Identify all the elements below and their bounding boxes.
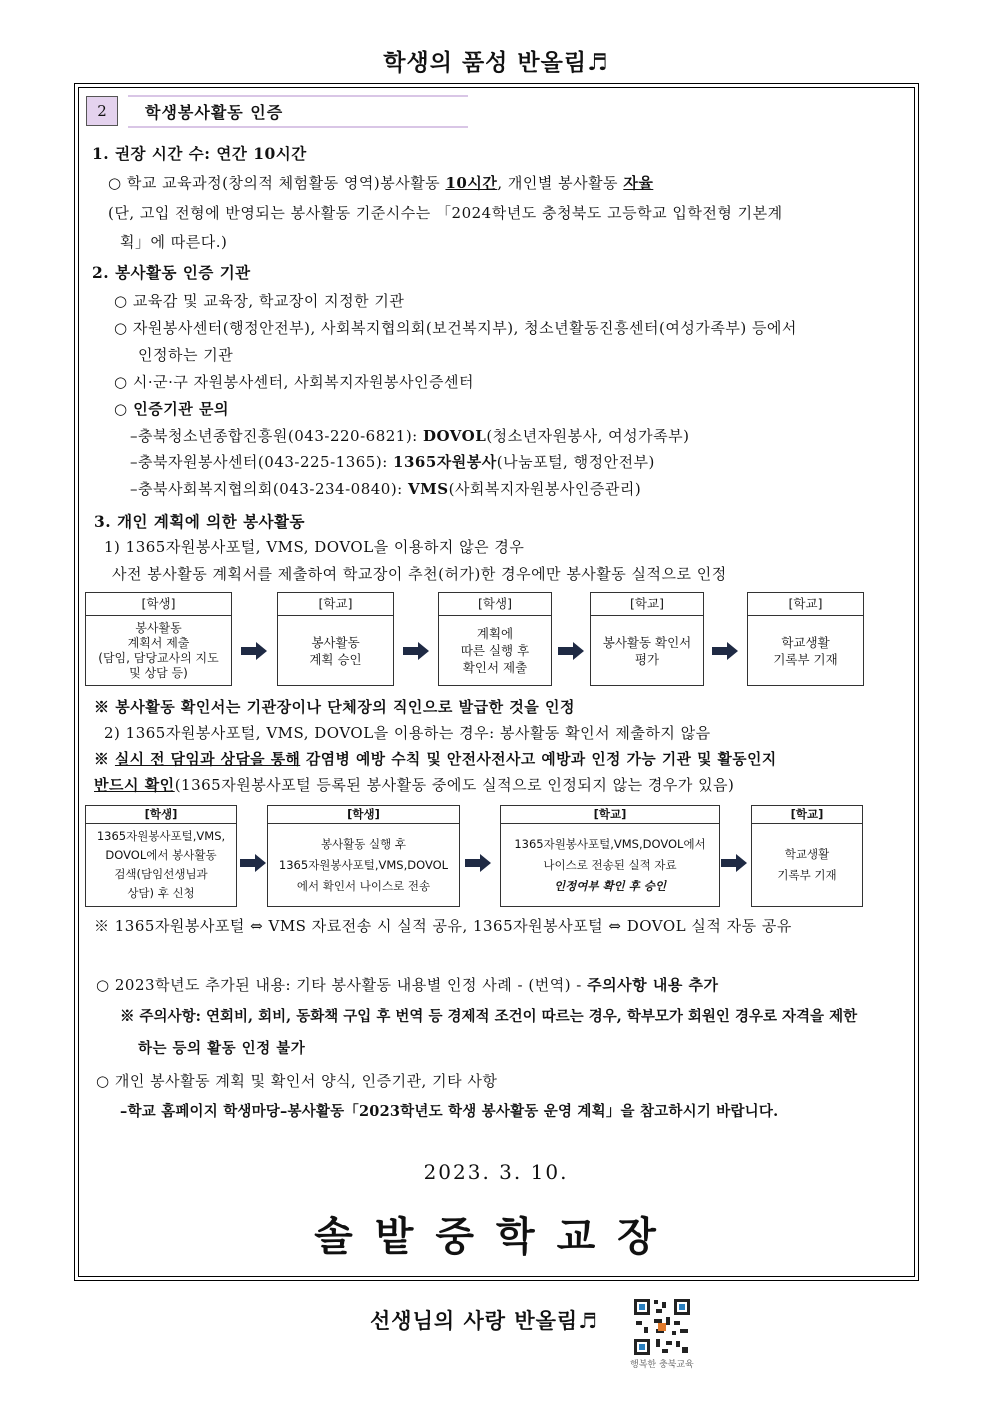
- flow1-step-3-line: 따른 실행 후: [460, 643, 530, 658]
- flow2-step-1-line: DOVOL에서 봉사활동: [105, 848, 217, 862]
- flow1-arrow-icon: [712, 642, 738, 660]
- flow1-step-2-line: 봉사활동: [311, 634, 360, 650]
- s4-line1: [96, 974, 719, 995]
- flow1-arrow-icon: [558, 642, 584, 660]
- s1-line1-c: , 개인별 봉사활동: [497, 174, 624, 192]
- s2-contact2-a: –충북자원봉사센터(043-225-1365):: [130, 453, 394, 471]
- flow2-arrow-icon: [721, 854, 747, 872]
- s2-contact1-a: –충북청소년종합진흥원(043-220-6821):: [130, 427, 423, 445]
- flow2-step-2: [267, 805, 460, 907]
- s4-line3: –학교 홈페이지 학생마당–봉사활동「2023학년도 학생 봉사활동 운영 계획」을 참고하시기 바랍니다.: [120, 1103, 779, 1120]
- s2-contact3: [130, 478, 641, 499]
- flow1-step-3-head: [학생]: [439, 593, 551, 616]
- s2-contact2: [130, 451, 655, 472]
- footer-text: 선생님의 사랑 반올림♬: [370, 1308, 599, 1333]
- section-number: 2: [86, 96, 118, 126]
- principal-signature: 솔밭중학교장: [314, 1213, 678, 1260]
- flow1-step-4-line: 평가: [634, 651, 660, 667]
- s3-sub2: 2) 1365자원봉사포털, VMS, DOVOL을 이용하는 경우: 봉사활동 확인서 제출하지 않음: [104, 724, 711, 742]
- s4-line2: ○ 개인 봉사활동 계획 및 확인서 양식, 인증기관, 기타 사항: [96, 1072, 498, 1090]
- s3-note2-a: ※: [94, 751, 115, 768]
- flow1-step-5-line: 기록부 기재: [773, 651, 838, 667]
- flow1-step-2-head: [학교]: [278, 593, 393, 616]
- s1-line2: (단, 고입 전형에 반영되는 봉사활동 기준시수는 「2024학년도 충청북도 고등학교 입학전형 기본계: [108, 204, 783, 222]
- s4-line1-b: 주의사항 내용 추가: [587, 976, 719, 994]
- page-header-title: 학생의 품성 반올림♬: [383, 49, 609, 76]
- s1-line1-a: ○ 학교 교육과정(창의적 체험활동 영역)봉사활동: [108, 174, 446, 192]
- flow2-step-2-line: 1365자원봉사포털,VMS,DOVOL: [278, 857, 449, 872]
- flow2-step-1-line: 상담) 후 신청: [127, 886, 195, 900]
- flow1-arrow-icon: [403, 642, 429, 660]
- flow1-step-1-line: 및 상담 등): [129, 665, 188, 680]
- flow1-step-4-head: [학교]: [591, 593, 703, 616]
- s3-sub1-desc: 사전 봉사활동 계획서를 제출하여 학교장이 추천(허가)한 경우에만 봉사활동 실적으로 인정: [112, 565, 727, 583]
- s3-note2-b: 실시 전 담임과 상담을 통해: [114, 751, 301, 768]
- flow1-step-5: [747, 592, 864, 686]
- flow1-step-2-line: 계획 승인: [309, 651, 362, 667]
- flow1-step-1-line: 계획서 제출: [127, 635, 190, 650]
- flow2-step-1-head: [학생]: [86, 806, 236, 824]
- s2-contact1: [130, 425, 689, 446]
- s1-line1-b: 10시간: [445, 174, 498, 192]
- s3-note2-e: (1365자원봉사포털 등록된 봉사활동 중에도 실적으로 인정되지 않는 경우가 있음): [174, 776, 735, 794]
- flow2-step-4-line: 학교생활: [784, 847, 830, 861]
- flow2-step-2-line: 봉사활동 실행 후: [320, 836, 407, 851]
- qr-label: 행복한 충북교육: [630, 1360, 694, 1370]
- flow2-step-4-line: 기록부 기재: [777, 868, 837, 882]
- flow2-step-3-line: 인정여부 확인 후 승인: [554, 878, 666, 893]
- flow2-step-3-head: [학교]: [501, 806, 719, 824]
- s2-contact2-b: 1365자원봉사: [393, 453, 497, 471]
- s2-heading: 2. 봉사활동 인증 기관: [92, 263, 251, 282]
- section-rule-top: [128, 95, 468, 97]
- flow1-arrow-icon: [241, 642, 267, 660]
- s3-note2-c: 감염병 예방 수칙 및 안전사전사고 예방과 인정 가능 기관 및 활동인지: [300, 751, 777, 768]
- flow2-step-2-head: [학생]: [268, 806, 459, 824]
- s1-heading: 1. 권장 시간 수: 연간 10시간: [92, 144, 307, 163]
- flow2-step-3-line: 나이스로 전송된 실적 자료: [543, 857, 677, 872]
- s3-note2: [94, 748, 777, 769]
- flow2-step-4-head: [학교]: [752, 806, 862, 824]
- flow1-step-1-line: 봉사활동: [135, 620, 182, 635]
- s2-item2b: 인정하는 기관: [138, 346, 234, 364]
- s1-line1: [108, 172, 653, 193]
- flow1-step-5-head: [학교]: [748, 593, 863, 616]
- s4-caution2: 하는 등의 활동 인정 불가: [138, 1040, 306, 1057]
- flow1-step-4-line: 봉사활동 확인서: [602, 634, 692, 650]
- s2-item4: ○ 인증기관 문의: [114, 400, 229, 418]
- flow1-step-1-head: [학생]: [86, 593, 231, 616]
- s3-note2-cont: [94, 774, 734, 795]
- s2-contact2-c: (나눔포털, 행정안전부): [496, 453, 655, 471]
- flow1-step-2: [277, 592, 394, 686]
- flow2-step-3: [500, 805, 720, 907]
- s3-sub1: 1) 1365자원봉사포털, VMS, DOVOL을 이용하지 않은 경우: [104, 538, 525, 556]
- s2-item2a: ○ 자원봉사센터(행정안전부), 사회복지협의회(보건복지부), 청소년활동진흥센터(여성가족부) 등에서: [114, 319, 797, 337]
- flow2-step-4: [751, 805, 863, 907]
- s3-note1: ※ 봉사활동 확인서는 기관장이나 단체장의 직인으로 발급한 것을 인정: [94, 698, 576, 716]
- flow2-arrow-icon: [240, 854, 266, 872]
- s2-contact1-b: DOVOL: [423, 427, 487, 445]
- document-date: 2023. 3. 10.: [423, 1160, 569, 1184]
- section-title: 학생봉사활동 인증: [145, 103, 284, 122]
- s2-contact3-b: VMS: [408, 480, 449, 498]
- flow1-step-3-line: 확인서 제출: [462, 660, 528, 675]
- s2-item3: ○ 시·군·구 자원봉사센터, 사회복지자원봉사인증센터: [114, 373, 474, 391]
- section-rule-bottom: [128, 126, 468, 128]
- s4-line1-a: ○ 2023학년도 추가된 내용: 기타 봉사활동 내용별 인정 사례 - (번역) -: [96, 976, 588, 994]
- flow1-step-1-line: (담임, 담당교사의 지도: [98, 650, 219, 665]
- flow2-step-1-line: 1365자원봉사포털,VMS,: [96, 829, 226, 843]
- flow2-step-3-line: 1365자원봉사포털,VMS,DOVOL에서: [514, 836, 706, 851]
- s1-line3: 획」에 따른다.): [120, 233, 228, 251]
- flow1-step-5-line: 학교생활: [781, 634, 830, 650]
- s4-caution1: ※ 주의사항: 연회비, 회비, 동화책 구입 후 번역 등 경제적 조건이 따르는 경우, 학부모가 회원인 경우로 자격을 제한: [120, 1008, 858, 1025]
- qr-code-icon: [632, 1297, 692, 1357]
- flow2-arrow-icon: [465, 854, 491, 872]
- flow2-step-1-line: 검색(담임선생님과: [114, 867, 208, 881]
- flow1-step-3: [438, 592, 552, 686]
- flow1-step-1: [85, 592, 232, 686]
- s3-heading: 3. 개인 계획에 의한 봉사활동: [94, 512, 305, 531]
- s3-note3: ※ 1365자원봉사포털 ⇔ VMS 자료전송 시 실적 공유, 1365자원봉사포털 ⇔ DOVOL 실적 자동 공유: [94, 917, 792, 935]
- s1-line1-d: 자율: [623, 174, 654, 192]
- flow1-step-3-line: 계획에: [476, 626, 514, 641]
- flow2-step-1: [85, 805, 237, 907]
- s3-note2-d: 반드시 확인: [94, 776, 175, 794]
- flow1-step-4: [590, 592, 704, 686]
- s2-contact1-c: (청소년자원봉사, 여성가족부): [486, 427, 690, 445]
- flow2-step-2-line: 에서 확인서 나이스로 전송: [296, 878, 431, 893]
- s2-contact3-a: –충북사회복지협의회(043-234-0840):: [130, 480, 409, 498]
- s2-contact3-c: (사회복지자원봉사인증관리): [448, 480, 642, 498]
- s2-item1: ○ 교육감 및 교육장, 학교장이 지정한 기관: [114, 292, 405, 310]
